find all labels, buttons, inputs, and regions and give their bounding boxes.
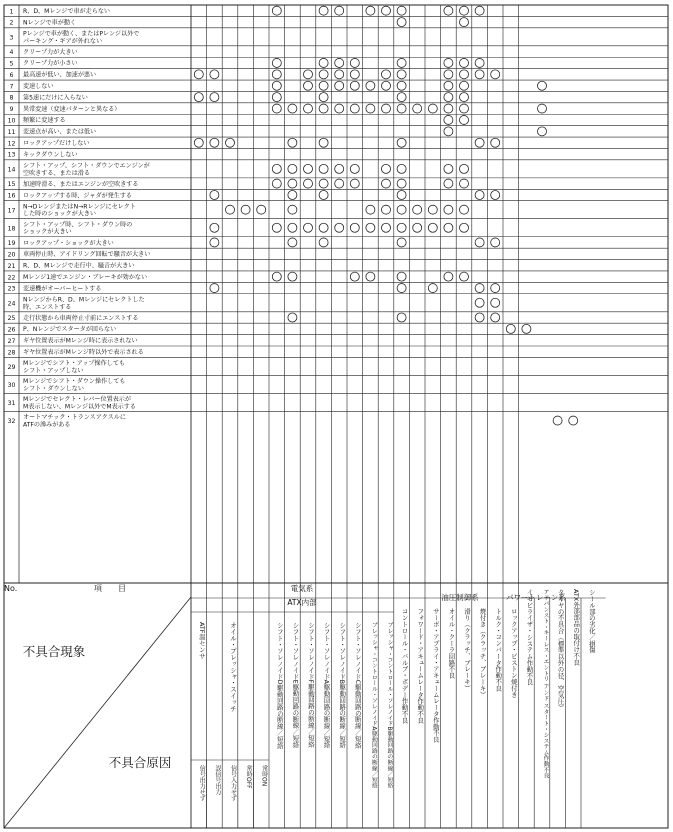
- mark-circle: [210, 238, 219, 247]
- row-label: 走行状態から車両停止寸前にエンストする: [23, 314, 139, 322]
- mark-circle: [319, 70, 328, 79]
- mark-circle: [491, 313, 500, 322]
- cause-label: オイル・プレッシャ・スイッチ: [229, 622, 237, 712]
- row-number: 23: [7, 285, 16, 293]
- mark-circle: [319, 104, 328, 113]
- mark-circle: [272, 93, 281, 102]
- row-number: 18: [7, 225, 16, 233]
- mark-circle: [335, 164, 344, 173]
- mark-circle: [272, 223, 281, 232]
- cause-label: 滑り（クラッチ、ブレーキ）: [463, 608, 471, 692]
- mark-circle: [491, 190, 500, 199]
- mark-circle: [444, 127, 453, 136]
- cause-label: プレッシャ・コントロール・ソレノイドA駆動回路の断線／短絡: [370, 622, 377, 789]
- mark-circle: [444, 272, 453, 281]
- mark-circle: [241, 205, 250, 214]
- mark-circle: [397, 18, 406, 27]
- group-powertrain-label: パワートレーン系: [506, 593, 566, 602]
- mark-circle: [288, 313, 297, 322]
- mark-circle: [194, 70, 203, 79]
- cause-label: ATF温センサ: [197, 622, 206, 660]
- mark-circle: [460, 70, 469, 79]
- mark-circle: [350, 223, 359, 232]
- item-header-label: 項 目: [94, 584, 126, 593]
- mark-circle: [257, 205, 266, 214]
- row-label: Mレンジでセレクト・レバー位置表示が: [23, 396, 131, 404]
- cause-label: シフト・ソレノイドA駆動回路の断線／短絡: [322, 622, 331, 748]
- mark-circle: [444, 179, 453, 188]
- row-label: ロックアップする時、ジャダが発生する: [23, 192, 133, 200]
- mark-circle: [444, 164, 453, 173]
- symptom-marks: [194, 6, 577, 425]
- row-number: 29: [7, 364, 16, 372]
- mark-circle: [288, 272, 297, 281]
- mark-circle: [397, 205, 406, 214]
- row-number: 20: [7, 251, 16, 259]
- group-hydraulic-label: 油圧制御系: [441, 593, 479, 602]
- mark-circle: [382, 179, 391, 188]
- mark-circle: [460, 6, 469, 15]
- mark-circle: [460, 205, 469, 214]
- mark-circle: [475, 313, 484, 322]
- mark-circle: [444, 115, 453, 124]
- mark-circle: [288, 238, 297, 247]
- mark-circle: [288, 179, 297, 188]
- mark-circle: [460, 179, 469, 188]
- row-number: 9: [9, 106, 14, 114]
- row-number: 1: [9, 8, 14, 16]
- row-label: した時のショックが大きい: [23, 210, 97, 218]
- mark-circle: [553, 416, 562, 425]
- mark-circle: [272, 81, 281, 90]
- cause-sub-label: 信号出力せず: [198, 765, 206, 801]
- row-label: 異常変速（変速パターンと異なる）: [23, 105, 121, 113]
- mark-circle: [460, 164, 469, 173]
- mark-circle: [491, 138, 500, 147]
- mark-circle: [397, 93, 406, 102]
- mark-circle: [444, 205, 453, 214]
- row-label: ギヤ位置表示がMレンジ時以外で表示される: [23, 349, 144, 356]
- cause-sub-label: 信号入力せず: [229, 765, 237, 801]
- mark-circle: [319, 81, 328, 90]
- mark-circle: [460, 272, 469, 281]
- mark-circle: [413, 205, 422, 214]
- row-label: 空吹きする、または滑る: [23, 169, 91, 177]
- cause-label: サーボ・アプライ・アキュームレータ作動不良: [431, 608, 440, 743]
- row-label: 最高速が低い、加速が悪い: [23, 71, 97, 79]
- row-number: 28: [7, 349, 16, 357]
- row-label: 加速時滑る、またはエンジンが空吹きする: [23, 180, 139, 188]
- row-number: 25: [7, 315, 16, 323]
- cause-label: シフト・ソレノイドE駆動回路の断線／短絡: [291, 622, 300, 748]
- mark-circle: [335, 6, 344, 15]
- mark-circle: [460, 81, 469, 90]
- row-label: シフト・アップ時、シフト・ダウン時の: [23, 221, 133, 229]
- mark-circle: [491, 238, 500, 247]
- mark-circle: [210, 93, 219, 102]
- mark-circle: [319, 238, 328, 247]
- mark-circle: [444, 81, 453, 90]
- mark-circle: [210, 190, 219, 199]
- mark-circle: [319, 138, 328, 147]
- mark-circle: [475, 70, 484, 79]
- cause-label: シフト・ソレノイドD駆動回路の断線／短絡: [275, 622, 284, 749]
- mark-circle: [413, 104, 422, 113]
- row-number: 3: [9, 34, 14, 42]
- mark-circle: [522, 324, 531, 333]
- row-label: 第5速にだけに入らない: [23, 94, 88, 102]
- mark-circle: [397, 190, 406, 199]
- mark-circle: [491, 70, 500, 79]
- mark-circle: [397, 272, 406, 281]
- mark-circle: [350, 164, 359, 173]
- mark-circle: [428, 284, 437, 293]
- row-label: ギヤ位置表示がMレンジ時に表示されない: [23, 337, 138, 345]
- row-number: 13: [7, 151, 16, 159]
- mark-circle: [304, 81, 313, 90]
- mark-circle: [460, 93, 469, 102]
- row-label: R、D、Mレンジで車が走らない: [23, 8, 111, 15]
- row-label: 頻繁に変速する: [23, 117, 66, 125]
- row-label: 変速機がオーバーヒートする: [23, 285, 102, 293]
- mark-circle: [366, 81, 375, 90]
- mark-circle: [382, 70, 391, 79]
- mark-circle: [397, 284, 406, 293]
- mark-circle: [304, 223, 313, 232]
- row-number: 2: [9, 19, 14, 27]
- mark-circle: [444, 6, 453, 15]
- mark-circle: [319, 164, 328, 173]
- row-number: 27: [7, 337, 16, 345]
- mark-circle: [288, 164, 297, 173]
- cause-label: 焼付き（クラッチ、ブレーキ）: [478, 608, 487, 698]
- row-number: 10: [7, 117, 16, 125]
- row-number: 21: [7, 262, 16, 270]
- mark-circle: [475, 190, 484, 199]
- mark-circle: [335, 179, 344, 188]
- row-number: 22: [7, 274, 16, 282]
- mark-circle: [304, 164, 313, 173]
- cause-label: オイル・クーラ回路不良: [447, 608, 456, 679]
- row-label: N→DレンジまたはN→Rレンジにセレクト: [23, 203, 136, 211]
- mark-circle: [538, 81, 547, 90]
- mark-circle: [491, 298, 500, 307]
- mark-circle: [226, 138, 235, 147]
- row-number: 24: [7, 300, 16, 308]
- mark-circle: [272, 164, 281, 173]
- cause-label: ロックアップ・ピストン焼付き: [509, 608, 518, 698]
- mark-circle: [366, 6, 375, 15]
- symptom-label: 不具合現象: [22, 644, 86, 659]
- mark-circle: [288, 138, 297, 147]
- mark-circle: [304, 179, 313, 188]
- mark-circle: [272, 58, 281, 67]
- row-number: 19: [7, 240, 16, 248]
- cause-label: ATX外部部品の取付け不良: [572, 589, 581, 666]
- mark-circle: [319, 6, 328, 15]
- no-header-label: No.: [4, 584, 18, 593]
- mark-circle: [475, 238, 484, 247]
- cause-label: コントロール・バルブ・ボデー作動不良: [400, 608, 409, 724]
- row-label: Nレンジで車が動く: [23, 19, 77, 27]
- mark-circle: [538, 127, 547, 136]
- mark-circle: [397, 81, 406, 90]
- mark-circle: [304, 70, 313, 79]
- row-label: NレンジからR、D、Mレンジにセレクトした: [23, 296, 145, 304]
- cause-label: イモビライザ・システム作動不良: [525, 589, 534, 685]
- row-number: 11: [7, 128, 16, 136]
- cause-label: プレッシャ・コントロール・ソレノイドB駆動回路の断線／短絡: [386, 622, 392, 789]
- mark-circle: [272, 104, 281, 113]
- mark-circle: [444, 223, 453, 232]
- mark-circle: [382, 6, 391, 15]
- mark-circle: [460, 115, 469, 124]
- mark-circle: [288, 104, 297, 113]
- cause-label: アドバンスト・キーレス・エントリ アンド スタート・システム作動不良: [542, 589, 548, 779]
- mark-circle: [366, 104, 375, 113]
- row-label: ロックアップ・ショックが大きい: [23, 239, 114, 247]
- mark-circle: [272, 272, 281, 281]
- mark-circle: [397, 6, 406, 15]
- mark-circle: [288, 223, 297, 232]
- row-number: 17: [7, 207, 16, 215]
- row-label: R、D、Mレンジで走行中、騒音が大きい: [23, 262, 135, 270]
- row-number: 16: [7, 192, 16, 200]
- row-label: M表示しない、Mレンジ以外でM表示する: [23, 403, 136, 411]
- row-label: シフト・ダウンしない: [23, 385, 84, 393]
- mark-circle: [538, 104, 547, 113]
- mark-circle: [194, 138, 203, 147]
- mark-circle: [397, 223, 406, 232]
- mark-circle: [475, 284, 484, 293]
- mark-circle: [210, 70, 219, 79]
- mark-circle: [475, 138, 484, 147]
- group-atx-label: ATX内部: [287, 598, 317, 607]
- mark-circle: [428, 104, 437, 113]
- mark-circle: [210, 138, 219, 147]
- mark-circle: [288, 190, 297, 199]
- row-label: オートマチック・トランスアクスルに: [23, 414, 126, 422]
- mark-circle: [350, 81, 359, 90]
- mark-circle: [475, 58, 484, 67]
- mark-circle: [397, 313, 406, 322]
- mark-circle: [428, 223, 437, 232]
- mark-circle: [319, 223, 328, 232]
- mark-circle: [335, 81, 344, 90]
- cause-columns: [198, 588, 596, 803]
- mark-circle: [382, 104, 391, 113]
- cause-label: シフト・ソレノイドF駆動回路の断線／短絡: [307, 622, 315, 748]
- row-number: 8: [9, 94, 14, 102]
- row-number: 7: [9, 83, 14, 91]
- row-label: パーキング・ギアが外れない: [23, 37, 103, 45]
- cause-label: 不具合原因: [108, 755, 172, 770]
- row-number: 30: [7, 382, 16, 390]
- mark-circle: [444, 104, 453, 113]
- mark-circle: [366, 272, 375, 281]
- mark-circle: [210, 284, 219, 293]
- mark-circle: [428, 205, 437, 214]
- mark-circle: [350, 58, 359, 67]
- mark-circle: [444, 70, 453, 79]
- mark-circle: [444, 93, 453, 102]
- mark-circle: [319, 190, 328, 199]
- row-label: ロックアップだけしない: [23, 140, 90, 148]
- cause-label: シフト・ソレノイドC駆動回路の断線／短絡: [353, 622, 362, 749]
- mark-circle: [460, 18, 469, 27]
- mark-circle: [226, 205, 235, 214]
- mark-circle: [460, 223, 469, 232]
- mark-circle: [272, 6, 281, 15]
- cause-sub-label: 常時ON: [260, 765, 268, 787]
- row-label: クリープ力が大きい: [23, 48, 78, 56]
- mark-circle: [350, 179, 359, 188]
- row-number: 4: [9, 49, 14, 57]
- mark-circle: [382, 81, 391, 90]
- mark-circle: [350, 70, 359, 79]
- mark-circle: [569, 416, 578, 425]
- mark-circle: [460, 58, 469, 67]
- mark-circle: [350, 104, 359, 113]
- row-number: 6: [9, 71, 14, 79]
- mark-circle: [319, 179, 328, 188]
- symptom-rows: [8, 7, 151, 429]
- mark-circle: [335, 104, 344, 113]
- cause-sub-label: 誤信号出力: [213, 765, 221, 795]
- cause-sub-label: 常時OFF: [245, 765, 253, 789]
- row-number: 26: [7, 326, 16, 334]
- mark-circle: [335, 58, 344, 67]
- row-label: シフト・アップしない: [23, 367, 84, 375]
- mark-circle: [272, 179, 281, 188]
- cause-label: シール部の劣化／損傷: [587, 589, 596, 653]
- cause-label: シフト・ソレノイドB駆動回路の断線／短絡: [338, 622, 347, 748]
- mark-circle: [335, 223, 344, 232]
- mark-circle: [304, 104, 313, 113]
- mark-circle: [397, 238, 406, 247]
- mark-circle: [335, 70, 344, 79]
- mark-circle: [397, 58, 406, 67]
- row-label: Pレンジで車が動く、またはPレンジ以外で: [23, 30, 140, 38]
- row-number: 32: [7, 418, 16, 426]
- mark-circle: [210, 223, 219, 232]
- row-label: 時、エンストする: [23, 303, 72, 311]
- mark-circle: [382, 164, 391, 173]
- row-number: 14: [7, 166, 16, 174]
- cause-label: トルク・コンバータ作動不良: [494, 608, 503, 692]
- mark-circle: [460, 104, 469, 113]
- mark-circle: [350, 272, 359, 281]
- row-label: 変速点が高い、または低い: [23, 128, 97, 136]
- row-number: 5: [9, 60, 14, 68]
- header-diagonal: [4, 597, 191, 828]
- mark-circle: [397, 179, 406, 188]
- row-number: 31: [7, 400, 16, 408]
- row-label: 車両停止時、アイドリング回転で騒音が大きい: [23, 251, 151, 259]
- row-label: ショックが大きい: [23, 228, 72, 236]
- mark-circle: [397, 138, 406, 147]
- mark-circle: [475, 298, 484, 307]
- mark-circle: [397, 164, 406, 173]
- mark-circle: [272, 70, 281, 79]
- row-label: Mレンジでシフト・アップ操作しても: [23, 360, 126, 367]
- cause-label: フォワード・アキュームレータ作動不良: [416, 608, 425, 724]
- group-electric-label: 電気系: [290, 584, 314, 593]
- mark-circle: [366, 223, 375, 232]
- mark-circle: [288, 205, 297, 214]
- row-number: 12: [7, 140, 16, 148]
- mark-circle: [382, 223, 391, 232]
- mark-circle: [194, 93, 203, 102]
- mark-circle: [319, 93, 328, 102]
- row-label: キックダウンしない: [23, 151, 78, 159]
- mark-circle: [397, 104, 406, 113]
- mark-circle: [366, 205, 375, 214]
- mark-circle: [444, 58, 453, 67]
- row-label: Mレンジ1速でエンジン・ブレーキが効かない: [23, 273, 148, 281]
- mark-circle: [491, 284, 500, 293]
- row-label: P、Nレンジでスタータが回らない: [23, 326, 117, 334]
- mark-circle: [506, 324, 515, 333]
- cause-label: タイヤの不具合（標準以外の径、空気圧）: [556, 589, 565, 711]
- mark-circle: [475, 6, 484, 15]
- mark-circle: [413, 223, 422, 232]
- mark-circle: [382, 205, 391, 214]
- mark-circle: [319, 58, 328, 67]
- row-number: 15: [7, 181, 16, 189]
- row-label: 変速しない: [23, 83, 54, 91]
- mark-circle: [397, 70, 406, 79]
- row-label: クリープ力が小さい: [23, 60, 78, 68]
- row-label: シフト・アップ、シフト・ダウンでエンジンが: [23, 162, 150, 170]
- row-label: Mレンジでシフト・ダウン操作しても: [23, 378, 126, 386]
- row-label: ATFの滲みがある: [23, 421, 71, 429]
